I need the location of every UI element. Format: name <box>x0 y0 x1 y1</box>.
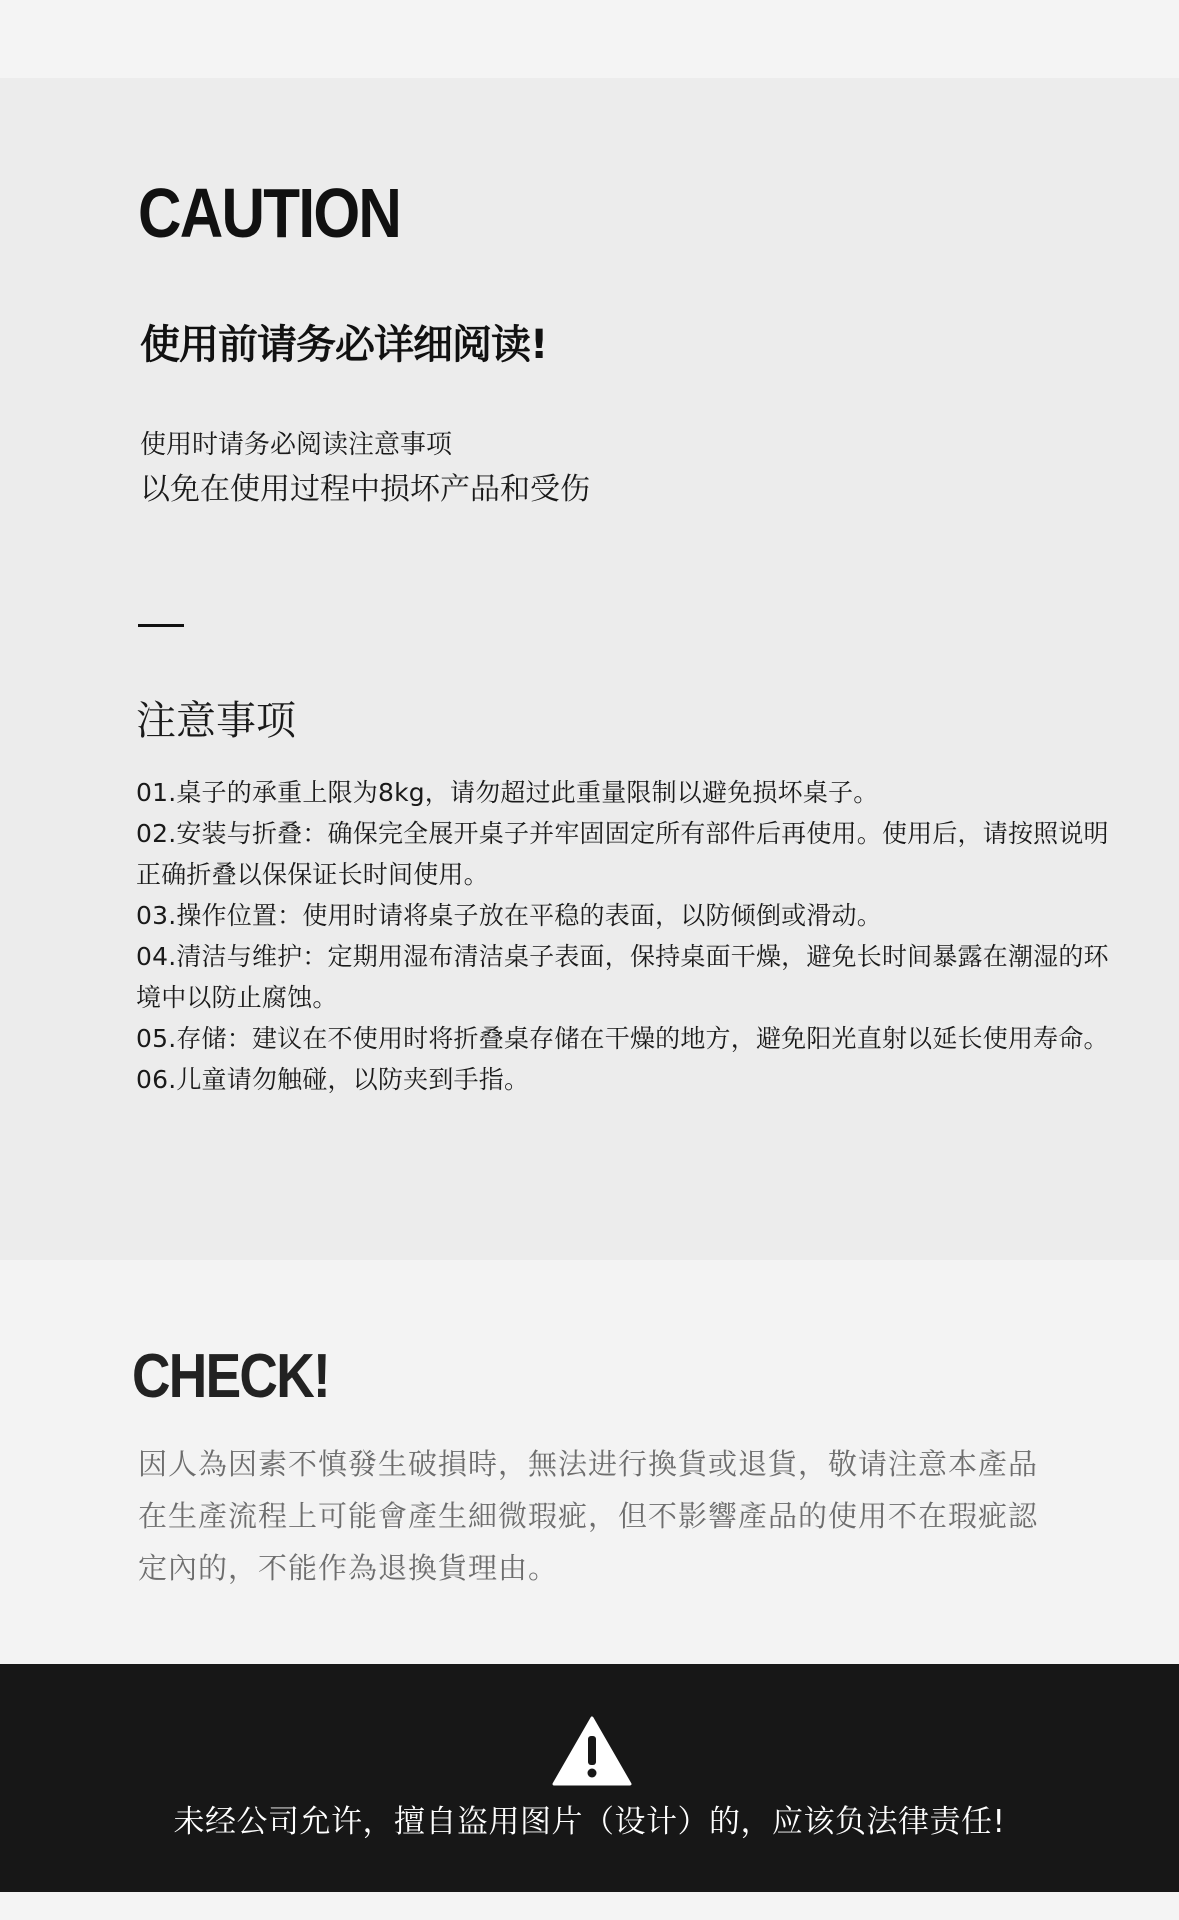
warning-triangle-icon <box>550 1714 634 1788</box>
caution-title: CAUTION <box>138 174 401 252</box>
notes-list <box>136 772 1116 1100</box>
copyright-warning-text: 未经公司允许，擅自盗用图片（设计）的，应该负法律责任! <box>173 1804 1006 1840</box>
caution-subtitle: 使用前请务必详细阅读! <box>140 322 548 368</box>
notes-title: 注意事项 <box>136 698 296 744</box>
check-text: 因人為因素不慎發生破損時，無法进行換貨或退貨，敬请注意本產品在生產流程上可能會產生細微瑕疵，但不影響產品的使用不在瑕疵認定內的，不能作為退換貨理由。 <box>138 1447 1039 1585</box>
top-strip <box>0 0 1179 78</box>
bottom-strip <box>0 1892 1179 1920</box>
note-item: 01.桌子的承重上限为8kg，请勿超过此重量限制以避免损坏桌子。 <box>136 778 879 807</box>
note-item: 02.安装与折叠：确保完全展开桌子并牢固固定所有部件后再使用。使用后，请按照说明正确折叠以保保证长时间使用。 <box>136 819 1109 889</box>
section-divider <box>138 624 184 627</box>
note-item: 05.存储：建议在不使用时将折叠桌存储在干燥的地方，避免阳光直射以延长使用寿命。 <box>136 1024 1109 1053</box>
check-title: CHECK! <box>132 1342 330 1411</box>
caution-intro-line-2: 以免在使用过程中损坏产品和受伤 <box>140 472 590 507</box>
caution-intro-line-1: 使用时请务必阅读注意事项 <box>140 430 453 460</box>
note-item: 04.清洁与维护：定期用湿布清洁桌子表面，保持桌面干燥，避免长时间暴露在潮湿的环境中以防止腐蚀。 <box>136 942 1109 1012</box>
note-item: 03.操作位置：使用时请将桌子放在平稳的表面，以防倾倒或滑动。 <box>136 901 882 930</box>
note-item: 06.儿童请勿触碰，以防夹到手指。 <box>136 1065 530 1094</box>
